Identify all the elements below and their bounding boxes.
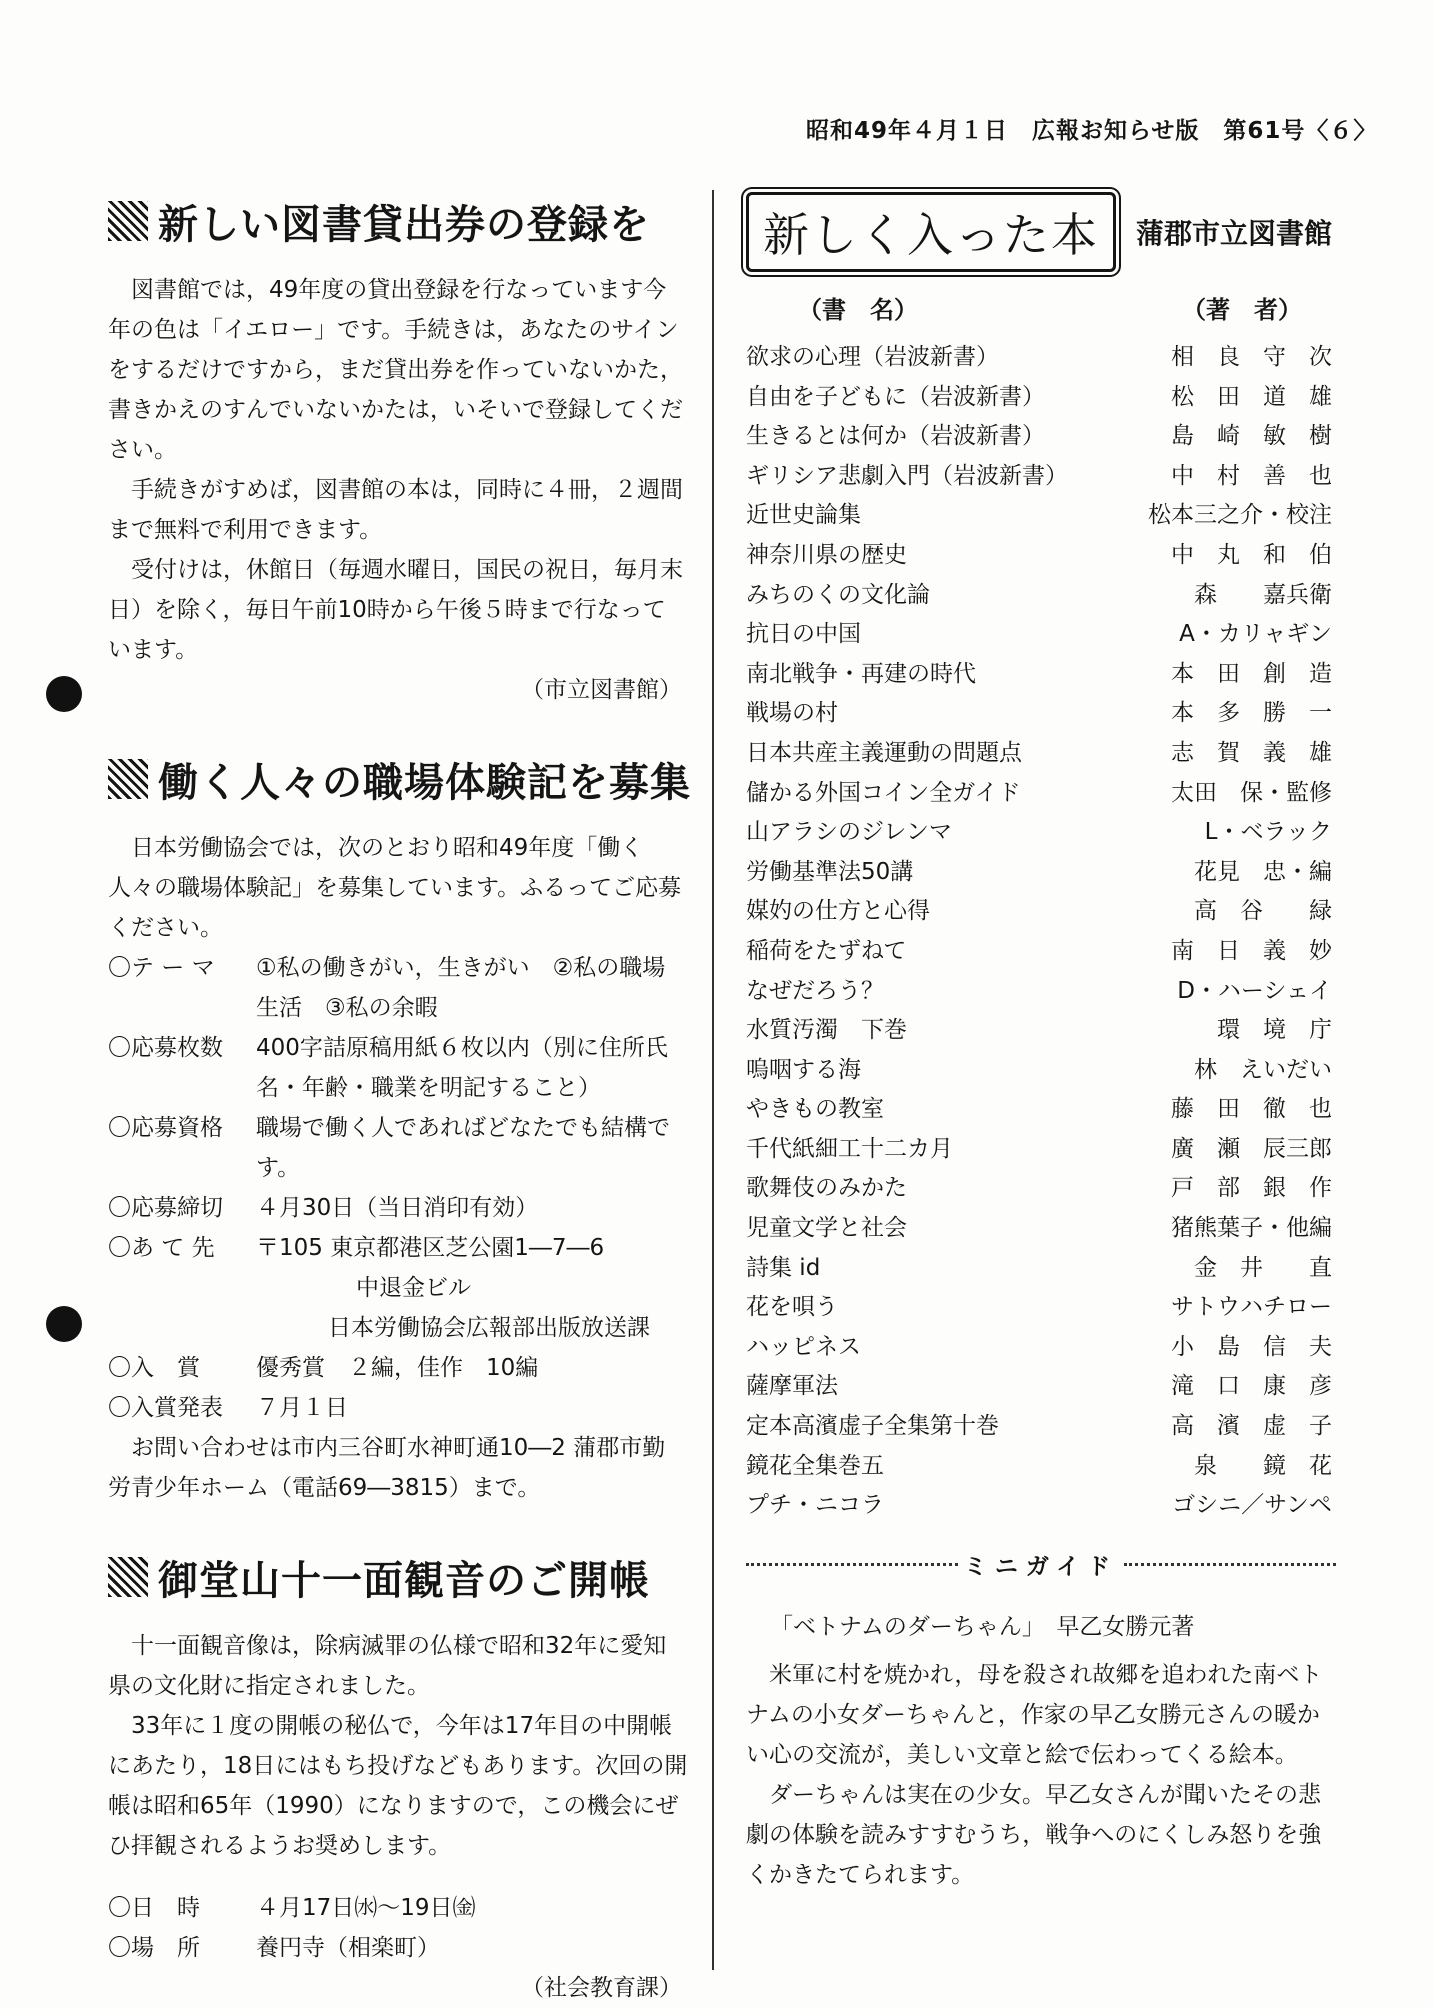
book-title: 山アラシのジレンマ: [746, 819, 952, 846]
page-header: 昭和49年４月１日 広報お知らせ版 第61号〈６〉: [806, 118, 1378, 144]
book-author: 南 日 義 妙: [1171, 937, 1332, 964]
book-list-header: [746, 288, 1336, 332]
mini-guide-label: ミニガイド: [963, 1553, 1119, 1580]
book-list-item: [746, 417, 1336, 457]
mini-guide-paragraph: 米軍に村を焼かれ，母を殺され故郷を追われた南ベトナムの小女ダーちゃんと，作家の早乙女勝元さんの暖かい心の交流が，美しい文章と絵で伝わってくる絵本。: [746, 1661, 1323, 1768]
book-title: 自由を子どもに（岩波新書）: [746, 383, 1045, 410]
book-author: 中 村 善 也: [1171, 462, 1332, 489]
detail-row: 〇あ て 先 〒105 東京都港区芝公園1―7―6: [108, 1235, 605, 1261]
book-author: 環 境 庁: [1217, 1017, 1332, 1044]
detail-row: 〇応募締切 ４月30日（当日消印有効）: [108, 1195, 539, 1221]
book-title: 定本高濱虚子全集第十巻: [746, 1413, 999, 1440]
book-list-item: [746, 1130, 1336, 1170]
book-title: 児童文学と社会: [746, 1215, 907, 1242]
book-title: 抗日の中国: [746, 621, 861, 648]
article-paragraph: 十一面観音像は，除病滅罪の仏様で昭和32年に愛知県の文化財に指定されました。: [108, 1633, 667, 1699]
detail-row: 〇場 所 養円寺（相楽町）: [108, 1935, 440, 1961]
book-author: 本 田 創 造: [1171, 660, 1332, 687]
book-list-item: [746, 694, 1336, 734]
book-list-item: [746, 378, 1336, 418]
book-author: 藤 田 徹 也: [1171, 1096, 1332, 1123]
section-title: 御堂山十一面観音のご開帳: [158, 1557, 650, 1604]
section-title: 働く人々の職場体験記を募集: [158, 759, 691, 806]
book-author: 猪熊葉子・他編: [1171, 1215, 1332, 1242]
book-list-item: [746, 1486, 1336, 1526]
book-author: 松本三之介・校注: [1148, 502, 1332, 529]
book-list-item: [746, 457, 1336, 497]
book-author: 相 良 守 次: [1171, 344, 1332, 370]
book-list-item: [746, 813, 1336, 853]
book-title: 近世史論集: [746, 502, 861, 529]
book-title: 水質汚濁 下巻: [746, 1017, 907, 1044]
book-title: 媒妁の仕方と心得: [746, 898, 930, 925]
book-author: 林 えいだい: [1194, 1056, 1332, 1083]
article-paragraph: 手続きがすめば，図書館の本は，同時に４冊，２週間まで無料で利用できます。: [108, 477, 683, 543]
article-paragraph: 受付けは，休館日（毎週水曜日，国民の祝日，毎月末日）を除く，毎日午前10時から午後５時まで行なっています。: [108, 557, 683, 663]
book-list-item: [746, 1051, 1336, 1091]
book-title: プチ・ニコラ: [746, 1492, 884, 1519]
book-list-item: [746, 536, 1336, 576]
contest-details: [108, 948, 688, 1428]
hatch-mark-icon: [108, 759, 148, 799]
book-list-item: [746, 1447, 1336, 1487]
detail-row: 〇応募枚数 400字詰原稿用紙６枚以内（別に住所氏名・年齢・職業を明記すること）: [108, 1035, 668, 1101]
book-title: 薩摩軍法: [746, 1373, 838, 1400]
detail-row: 中退金ビル: [356, 1275, 471, 1301]
book-author: 滝 口 康 彦: [1171, 1373, 1332, 1400]
column-header-author: （著 者）: [1182, 296, 1302, 324]
book-title: 鏡花全集巻五: [746, 1452, 884, 1479]
book-list-item: [746, 1011, 1336, 1051]
book-title: 日本共産主義運動の問題点: [746, 739, 1022, 766]
new-books-heading: [746, 190, 1336, 274]
section-heading-kannon: [108, 1546, 688, 1608]
book-author: 本 多 勝 一: [1171, 700, 1332, 727]
book-title: 稲荷をたずねて: [746, 937, 907, 964]
book-list-item: [746, 1169, 1336, 1209]
book-list-item: [746, 734, 1336, 774]
book-title: ギリシア悲劇入門（岩波新書）: [746, 462, 1068, 489]
mini-guide-paragraph: ダーちゃんは実在の少女。早乙女さんが聞いたその悲劇の体験を読みすすむうち，戦争へのにくしみ怒りを強くかきたてられます。: [746, 1781, 1322, 1888]
book-author: 中 丸 和 伯: [1171, 541, 1332, 568]
mini-guide-book-title: 「ベトナムのダーちゃん」 早乙女勝元著: [770, 1613, 1195, 1640]
detail-row: 〇応募資格 職場で働く人であればどなたでも結構です。: [108, 1115, 670, 1181]
book-list-item: [746, 655, 1336, 695]
book-list-item: [746, 1328, 1336, 1368]
book-title: 戦場の村: [746, 700, 838, 727]
book-title: 花を唄う: [746, 1294, 838, 1321]
book-author: 太田 保・監修: [1171, 779, 1332, 806]
book-list-item: [746, 972, 1336, 1012]
detail-row: 〇テ ー マ ①私の働きがい，生きがい ②私の職場生活 ③私の余暇: [108, 955, 666, 1021]
book-list-item: [746, 1367, 1336, 1407]
book-author: 泉 鏡 花: [1194, 1452, 1332, 1479]
detail-row: 〇入賞発表 ７月１日: [108, 1395, 348, 1421]
book-title: 嗚咽する海: [746, 1056, 861, 1083]
book-list-item: [746, 1288, 1336, 1328]
book-list-item: [746, 576, 1336, 616]
book-author: 戸 部 銀 作: [1171, 1175, 1332, 1202]
book-author: 高 濱 虚 子: [1171, 1413, 1332, 1440]
book-list-item: [746, 496, 1336, 536]
book-list-item: [746, 932, 1336, 972]
book-author: 金 井 直: [1194, 1254, 1332, 1281]
book-list-item: [746, 1090, 1336, 1130]
mini-guide-divider: [746, 1548, 1336, 1581]
book-author: 花見 忠・編: [1194, 858, 1332, 885]
book-author: サトウハチロー: [1171, 1294, 1332, 1321]
punch-hole-mark: [46, 676, 82, 712]
book-author: D・ハーシェイ: [1177, 977, 1332, 1004]
left-column: [108, 190, 691, 2008]
book-title: 詩集 id: [746, 1254, 821, 1281]
book-title: 千代紙細工十二カ月: [746, 1135, 953, 1162]
book-list-item: [746, 1209, 1336, 1249]
book-title: 生きるとは何か（岩波新書）: [746, 423, 1045, 450]
book-title: 労働基準法50講: [746, 858, 914, 885]
book-list-item: [746, 615, 1336, 655]
article-paragraph: お問い合わせは市内三谷町水神町通10―2 蒲郡市勤労青少年ホーム（電話69―3815）まで。: [108, 1435, 666, 1501]
book-author: 森 嘉兵衛: [1194, 581, 1332, 608]
book-author: A・カリャギン: [1179, 621, 1332, 648]
book-list-item: [746, 853, 1336, 893]
article-paragraph: 日本労働協会では，次のとおり昭和49年度「働く人々の職場体験記」を募集しています。ふるってご応募ください。: [108, 835, 682, 941]
book-list-item: [746, 892, 1336, 932]
section-title: 新しい図書貸出券の登録を: [158, 201, 650, 248]
book-author: 志 賀 義 雄: [1171, 739, 1332, 766]
article-paragraph: 図書館では，49年度の貸出登録を行なっています今年の色は「イエロー」です。手続きは，あなたのサインをするだけですから，まだ貸出券を作っていないかた，書きかえのすんでいないかたは，いそいで登録してください。: [108, 277, 683, 463]
column-header-title: （書 名）: [798, 296, 918, 324]
column-divider: [712, 190, 714, 1970]
publisher-name: 蒲郡市立図書館: [1136, 217, 1333, 250]
book-title: 欲求の心理（岩波新書）: [746, 344, 999, 370]
book-list: [746, 338, 1336, 1526]
book-author: 松 田 道 雄: [1171, 383, 1332, 410]
punch-hole-mark: [46, 1306, 82, 1342]
book-title: 神奈川県の歴史: [746, 541, 907, 568]
book-title: やきもの教室: [746, 1096, 884, 1123]
book-title: ハッピネス: [746, 1333, 861, 1360]
book-title: なぜだろう？: [746, 977, 884, 1004]
book-author: 高 谷 緑: [1194, 898, 1332, 925]
book-title: 儲かる外国コイン全ガイド: [746, 779, 1021, 806]
article-paragraph: 33年に１度の開帳の秘仏で，今年は17年目の中開帳にあたり，18日にはもち投げなどもあります。次回の開帳は昭和65年（1990）になりますので，この機会にぜひ拝観されるようお奨めします。: [108, 1713, 688, 1859]
book-title: 南北戦争・再建の時代: [746, 660, 976, 687]
right-column: [746, 190, 1336, 1895]
book-author: L・ベラック: [1204, 819, 1332, 846]
section-heading-essay-contest: [108, 748, 691, 810]
new-books-title: 新しく入った本: [746, 192, 1116, 272]
book-title: みちのくの文化論: [746, 581, 930, 608]
book-list-item: [746, 1407, 1336, 1447]
article-signature: （市立図書館）: [521, 677, 682, 703]
detail-row: 〇入 賞 優秀賞 ２編，佳作 10編: [108, 1355, 539, 1381]
book-list-item: [746, 774, 1336, 814]
detail-row: 日本労働協会広報部出版放送課: [328, 1315, 650, 1341]
book-author: 島 崎 敏 樹: [1171, 423, 1332, 450]
book-author: ゴシニ／サンペ: [1172, 1492, 1332, 1519]
book-list-item: [746, 1249, 1336, 1289]
hatch-mark-icon: [108, 1557, 148, 1597]
book-title: 歌舞伎のみかた: [746, 1175, 907, 1202]
book-author: 小 島 信 夫: [1171, 1333, 1332, 1360]
book-list-item: [746, 338, 1336, 378]
section-heading-library-card: [108, 190, 688, 252]
article-signature: （社会教育課）: [521, 1975, 682, 2001]
book-author: 廣 瀬 辰三郎: [1171, 1135, 1332, 1162]
detail-row: 〇日 時 ４月17日㈬〜19日㈮: [108, 1895, 476, 1921]
hatch-mark-icon: [108, 201, 148, 241]
